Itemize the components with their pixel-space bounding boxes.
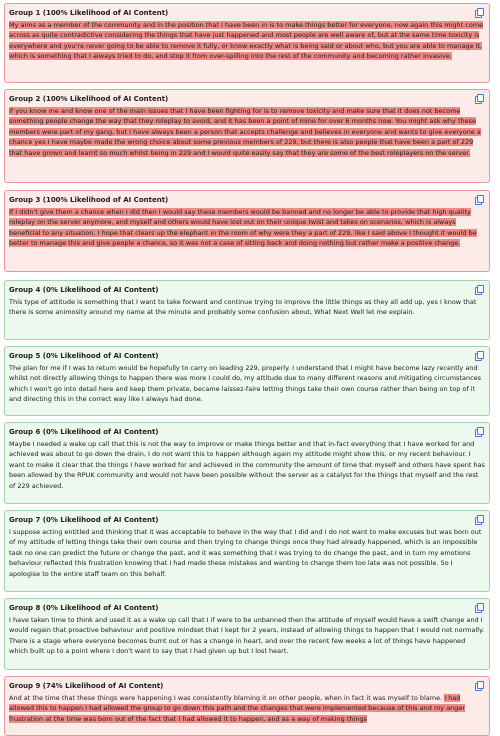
ai-highlight: If you know me and know one of the main issues that I have been fighting for is to remove toxicity and make sure that it does not become something people change the way that they roleplay to avoid, and it has been a point of mine for over 6 months now. You might ask why these members were part of my gang, but I have always been a person that accepts challenge and believes in everyone and wants to give everyone a chance yes I have maybe made the wrong choice about some previous members of 229, but there is also people that have been a part of 229 that have grown and learnt so much whilst being in 229 and I would quite easily say that they are some of the best roleplayers on the server. — [9, 107, 481, 157]
group-text — [9, 207, 485, 249]
group-title: Group 6 (0% Likelihood of AI Content) — [9, 428, 159, 436]
copy-icon[interactable] — [475, 285, 483, 294]
group-card-4 — [4, 280, 490, 340]
group-text: I have taken time to think and used it as a wake up call that I if were to be unbanned then the attitude of myself would have a swift change and I would regain that proactive behaviour and positive mindset that I kept for 2 years, instead of allowing things to happen that I would not normally. There is a stage where everyone becomes burnt out or has a change in heart, and over the recent few weeks a lot of things have happened which built up to a point where I don't want to say that I had given up but I lost heart. — [9, 616, 485, 656]
group-title: Group 4 (0% Likelihood of AI Content) — [9, 286, 159, 294]
group-text: And at the time that these things were happening I was consistently blaming it on other people, when in fact it was myself to blame. I had allowed this to happen I had allowed the group to go down this path and the changes that were implemented because of this and my anger frustration at the time was born out of the fact that I had allowed it to happen, and as a way of making things — [9, 694, 466, 723]
group-text: I suppose acting entitled and thinking that it was acceptable to behave in the way that I did and I do not want to make excuses but was born out of my attitude of letting things take their own course and then trying to change things once they had already happened, which is an impossible task no one can predict the future or change the past, and it was something that I was trying to do change the past, and in turn my emotions behaviour reflected this frustration knowing that I had made these mistakes and wanting to change them too late was not possible. So I apologise to the entire staff team on this behalf. — [9, 528, 482, 578]
group-title: Group 9 (74% Likelihood of AI Content) — [9, 682, 164, 690]
group-card-8 — [4, 598, 490, 670]
copy-icon[interactable] — [475, 8, 483, 17]
group-title: Group 5 (0% Likelihood of AI Content) — [9, 352, 159, 360]
copy-icon[interactable] — [475, 603, 483, 612]
group-text: The plan for me if I was to return would be hopefully to carry on leading 229, properly. I understand that I might have become lazy recently and whilst not directly allowing things to happen there was more I could do, my attitude due to many different reasons and mitigating circumstances which I won't go into detail here and keep them private, became laissez-faire letting things take their own course rather than being on top of it and directing this in the correct way like I always had done. — [9, 364, 482, 404]
group-card-7 — [4, 510, 490, 592]
copy-icon[interactable] — [475, 427, 483, 436]
copy-icon[interactable] — [475, 351, 483, 360]
copy-icon[interactable] — [475, 681, 483, 690]
copy-icon[interactable] — [475, 94, 483, 103]
group-card-9 — [4, 676, 490, 736]
group-title: Group 7 (0% Likelihood of AI Content) — [9, 516, 159, 524]
group-card-2 — [4, 89, 490, 183]
ai-highlight: If I didn't give them a chance when I did then I would say these members would be banned and no longer be able to provide that high quality roleplay on the server anymore, and myself and others would have lost out on their unique twist and takes on scenarios, which is always beneficial to any situation. I hope that clears up the elephant in the room of why were they a part of 229, like I said above I thought it would be better to manage this and give people a chance, so it was not a case of sitting back and doing nothing but rather make a positive change. — [9, 208, 477, 248]
ai-highlight: I had allowed this to happen I had allowed the group to go down this path and the changes that were implemented because of this and my anger frustration at the time was born out of the fact that I had allowed it to happen, and as a way of making things — [9, 694, 466, 723]
group-title: Group 1 (100% Likelihood of AI Content) — [9, 9, 169, 17]
copy-icon[interactable] — [475, 515, 483, 524]
group-title: Group 2 (100% Likelihood of AI Content) — [9, 95, 169, 103]
group-card-5 — [4, 346, 490, 416]
group-card-6 — [4, 422, 490, 504]
group-text: This type of attitude is something that I want to take forward and continue trying to improve the little things as they all add up, yes I know that there is some animosity around my name at the minute and probably some confusion about, What Next Well let me explain. — [9, 298, 477, 317]
group-text — [9, 20, 485, 62]
group-card-3 — [4, 190, 490, 272]
group-text — [9, 106, 485, 158]
group-title: Group 8 (0% Likelihood of AI Content) — [9, 604, 159, 612]
ai-highlight: My aims as a member of the community and in the position that I have been in is to make things better for everyone, now again this might come across as quite contradictive considering the things that have just happened and most people are well aware of, but at the same time toxicity is everywhere and you're never going to be able to remove it fully, or know exactly what is being said or about who, but you are able to manage it, which is something that I always tried to do, and stop it from over-spilling into the rest of the community and becoming rather invasive. — [9, 21, 484, 61]
copy-icon[interactable] — [475, 195, 483, 204]
group-card-1 — [4, 3, 490, 83]
group-text: Maybe I needed a wake up call that this is not the way to improve or make things better and that in-fact everything that I have worked for and achieved was about to go down the drain, I do not want this to happen although again my attitude might show this, or my recent behaviour. I want to make it clear that the things I have worked for and achieved in the community the amount of time that myself and others have spent has been allowed by the RPUK community and would not have been possible without the server as a catalyst for the things that myself and the rest of 229 achieved. — [9, 440, 485, 490]
group-title: Group 3 (100% Likelihood of AI Content) — [9, 196, 169, 204]
